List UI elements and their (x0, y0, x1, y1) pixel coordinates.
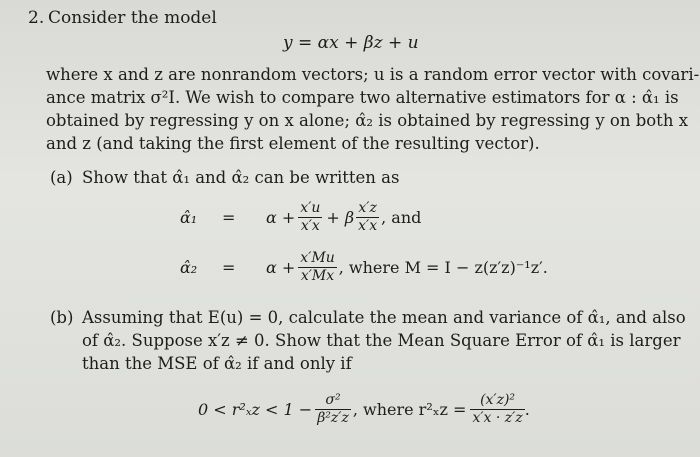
paragraph-line-2: ance matrix σ²I. We wish to compare two alternative estimators for α : α̂₁ is (46, 88, 679, 107)
part-b-line-2: of α̂₂. Suppose x′z ≠ 0. Show that the Mean Square Error of α̂₁ is larger (82, 331, 681, 350)
part-b-label: (b) (50, 308, 74, 327)
part-b-line-1: Assuming that E(u) = 0, calculate the mean and variance of α̂₁, and also (82, 308, 686, 327)
eq1-alpha: α + (266, 207, 296, 227)
eq2-tail: , where M = I − z(z′z)⁻¹z′. (338, 257, 548, 277)
eq2-equals: = (222, 257, 236, 277)
eq1-plus-beta: + β (326, 207, 355, 227)
problem-number: 2. (28, 8, 45, 28)
part-a-text: Show that α̂₁ and α̂₂ can be written as (82, 168, 400, 187)
eq1-fraction-1: $\frac{x'u}{x'x}$ (300, 199, 321, 234)
mse-inequality (198, 386, 530, 432)
ineq-end: . (524, 399, 530, 419)
equation-alpha2 (180, 245, 548, 289)
ineq-mid: , where r²ₓz = (352, 399, 467, 419)
eq1-tail: , and (381, 207, 422, 227)
paragraph-line-1: where x and z are nonrandom vectors; u is a random error vector with covari- (46, 65, 700, 84)
ineq-left: 0 < r²ₓz < 1 − (198, 399, 313, 419)
eq2-lhs: α̂₂ (180, 257, 198, 277)
eq1-equals: = (222, 207, 236, 227)
part-a-label: (a) (50, 168, 73, 187)
eq1-lhs: α̂₁ (180, 207, 198, 227)
equation-alpha1 (180, 195, 421, 239)
problem-intro: Consider the model (48, 8, 217, 28)
eq2-alpha: α + (266, 257, 296, 277)
paragraph-line-4: and z (and taking the first element of the resulting vector). (46, 134, 540, 153)
ineq-fraction-1: $\frac{\text{σ²}}{\text{β²z′z}}$ (317, 391, 349, 426)
eq2-fraction: $\frac{x'Mu}{x'Mx}$ (300, 249, 335, 284)
paragraph-line-3: obtained by regressing y on x alone; α̂₂ is obtained by regressing y on both x (46, 111, 688, 130)
model-equation: y = αx + βz + u (283, 33, 419, 53)
part-b-line-3: than the MSE of α̂₂ if and only if (82, 354, 352, 373)
ineq-fraction-2: $\frac{\text{(x′z)²}}{x'x \cdot z'z}$ (472, 391, 523, 426)
eq1-fraction-2: $\frac{x'z}{x'x}$ (358, 199, 378, 234)
